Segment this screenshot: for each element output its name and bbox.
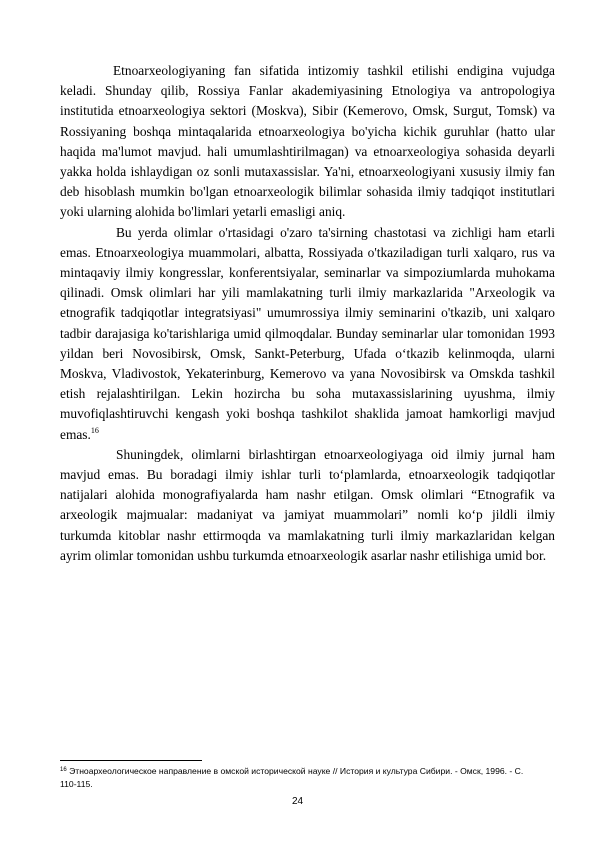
paragraph-3: Shuningdek, olimlarni birlashtirgan etnoarxeologiyaga oid ilmiy jurnal ham mavjud emas. Bu boradagi ilmiy ishlar turli to‘plamlarda, etnoarxeologik tadqiqotlar natijalari alohida monografiyalarda ham nashr etilgan. Omsk olimlari “Etnografik va arxeologik majmualar: madaniyat va jamiyat muammolari” nomli ko‘p jildli ilmiy turkumda kitoblar nashr ettirmoqda va mamlakatning turli ilmiy markazlaridan kelgan ayrim olimlar tomonidan ushbu turkumda etnoarxeologik asarlar nashr etilishiga umid bor. (60, 446, 555, 563)
footnote-reference[interactable]: 16 (90, 425, 99, 435)
footnote-text: Этноархеологическое направление в омской исторической науке // История и культура Сибири. - Омск, 1996. - С. 110-115. (60, 766, 524, 789)
page-number: 24 (291, 796, 304, 807)
footnote-divider (60, 760, 202, 761)
paragraph-2-text: Bu yerda olimlar o'rtasidagi o'zaro ta'sirning chastotasi va zichligi ham etarli emas. Etnoarxeologiya muammolari, albatta, Rossiyada o'tkaziladigan turli xalqaro, rus va mintaqaviy ilmiy kongresslar, konferentsiyalar, seminarlar va simpoziumlarda muhokama qilinadi. Omsk olimlari har yili mamlakatning turli ilmiy markazlarida "Arxeologik va etnografik tadqiqotlar integratsiyasi" umumrossiya ilmiy seminarini o'tkazib, uni xalqaro tadbir darajasiga ko'tarishlariga umid qilmoqdalar. Bunday seminarlar ular tomonidan 1993 yildan beri Novosibirsk, Omsk, Sankt-Peterburg, Ufada o‘tkazib kelinmoqda, ularni Moskva, Vladivostok, Yekaterinburg, Kemerovo va yana Novosibirsk va Omskda tashkil etish rejalashtirilgan. Lekin hozircha bu soha mutaxassislarining uyushma, ilmiy muvofiqlashtiruvchi kengash yoki boshqa tashkilot shaklida jamoat hamkorligi mavjud emas. (60, 224, 555, 442)
footnote (60, 765, 540, 791)
paragraph-2 (60, 223, 555, 445)
footnote-number: 16 (60, 767, 67, 773)
paragraph-1: Etnoarxeologiyaning fan sifatida intizomiy tashkil etilishi endigina vujudga keladi. Shunday qilib, Rossiya Fanlar akademiyasining Etnologiya va antropologiya institutida etnoarxeologiya sektori (Moskva), Sibir (Kemerovo, Omsk, Surgut, Tomsk) va Rossiyaning boshqa mintaqalarida etnoarxeologiya bo'yicha kichik guruhlar (hatto ular haqida ma'lumot mavjud. hali umumlashtirilmagan) va etnoarxeologiya sohasida deyarli yakka holda ishlaydigan oz sonli mutaxassislar. Ya'ni, etnoarxeologiyani xususiy ilmiy fan deb hisoblash mumkin bo'lgan etnoarxeologik bilimlar sohasida ilmiy tadqiqot institutlari yoki ularning alohida bo'limlari yetarli emasligi aniq. (60, 63, 555, 220)
page-body (60, 61, 555, 566)
